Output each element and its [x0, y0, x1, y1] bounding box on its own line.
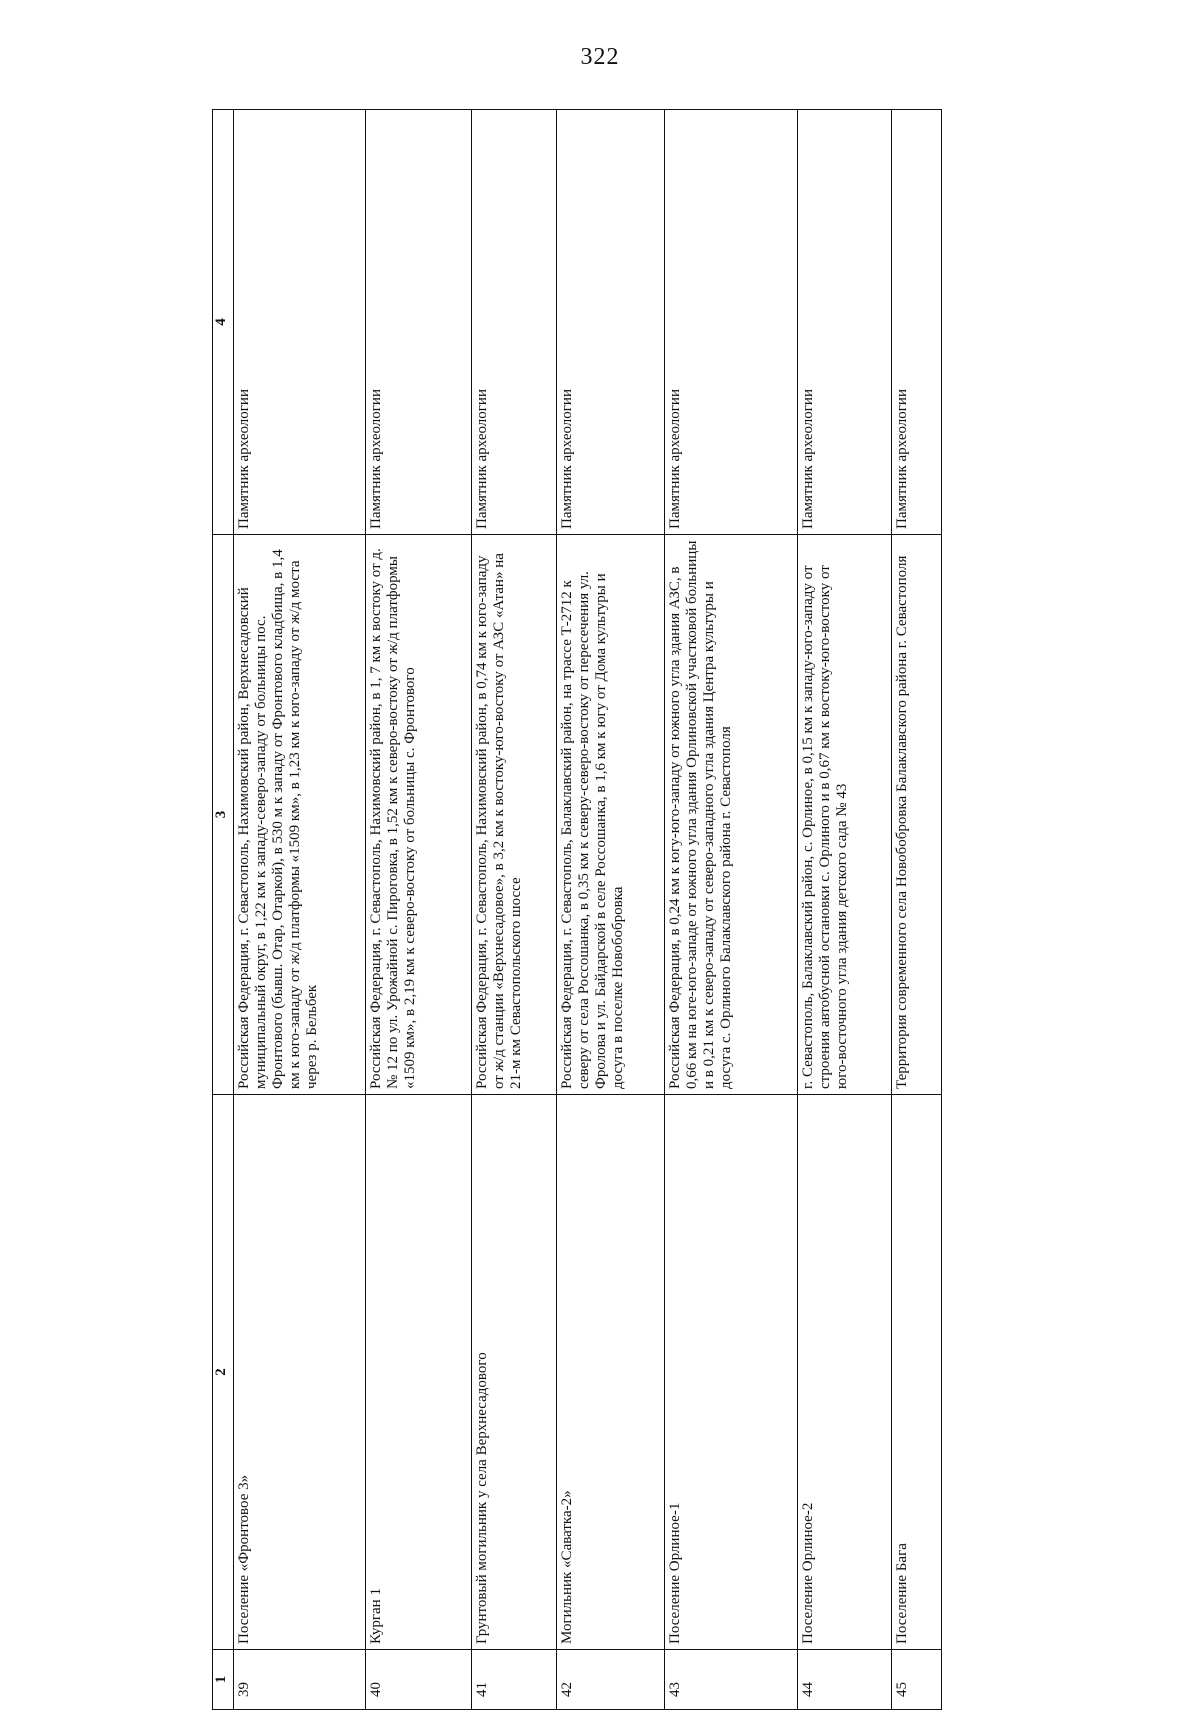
- page-number: 322: [580, 44, 620, 70]
- table-row: [797, 110, 891, 1710]
- category-cell: Памятник археологии: [365, 110, 471, 535]
- category-cell: Памятник археологии: [556, 110, 664, 535]
- column-header-number: 1: [213, 1650, 234, 1710]
- location-cell: Российская Федерация, г. Севастополь, Нахимовский район, Верхнесадовский муниципальный округ, в 1,22 км к западу-северо-западу от больницы пос. Фронтового (бывш. Отар, Отаркой), в 530 м к западу от Фронтового кладбища, в 1,4 км к юго-западу от ж/д платформы «1509 км», в 1,23 км к юго-западу от ж/д моста через р. Бельбек: [234, 535, 366, 1095]
- row-number-cell: 42: [556, 1650, 664, 1710]
- category-cell: Памятник археологии: [664, 110, 797, 535]
- header-row: [213, 110, 234, 1710]
- location-cell: Российская Федерация, г. Севастополь, Нахимовский район, в 0,74 км к юго-западу от ж/д станции «Верхнесадовое», в 3,2 км к востоку-юго-востоку от АЗС «Атан» на 21-м км Севастопольского шоссе: [471, 535, 556, 1095]
- column-header-location: 3: [213, 535, 234, 1095]
- column-header-name: 2: [213, 1095, 234, 1650]
- monument-name-cell: Поселение Бага: [892, 1095, 942, 1650]
- location-cell: Территория современного села Новобобровка Балаклавского района г. Севастополя: [892, 535, 942, 1095]
- category-cell: Памятник археологии: [797, 110, 891, 535]
- category-cell: Памятник археологии: [234, 110, 366, 535]
- location-cell: г. Севастополь, Балаклавский район, с. Орлиное, в 0,15 км к западу-юго-западу от строения автобусной остановки с. Орлиного и в 0,67 км к востоку-юго-востоку от юго-восточного угла здания детского сада № 43: [797, 535, 891, 1095]
- table-row: [471, 110, 556, 1710]
- category-cell: Памятник археологии: [892, 110, 942, 535]
- location-cell: Российская Федерация, г. Севастополь, Нахимовский район, в 1, 7 км к востоку от д. № 12 по ул. Урожайной с. Пироговка, в 1,52 км к северо-востоку от ж/д платформы «1509 км», в 2,19 км к северо-востоку от больницы с. Фронтового: [365, 535, 471, 1095]
- monument-name-cell: Поселение Орлиное-1: [664, 1095, 797, 1650]
- row-number-cell: 40: [365, 1650, 471, 1710]
- table-row: [365, 110, 471, 1710]
- row-number-cell: 45: [892, 1650, 942, 1710]
- monuments-table: [212, 109, 942, 1710]
- table-row: [892, 110, 942, 1710]
- table-row: [556, 110, 664, 1710]
- row-number-cell: 41: [471, 1650, 556, 1710]
- table-row: [664, 110, 797, 1710]
- monument-name-cell: Поселение Орлиное-2: [797, 1095, 891, 1650]
- monument-name-cell: Поселение «Фронтовое 3»: [234, 1095, 366, 1650]
- table-row: [234, 110, 366, 1710]
- monument-name-cell: Курган 1: [365, 1095, 471, 1650]
- row-number-cell: 43: [664, 1650, 797, 1710]
- monument-name-cell: Грунтовый могильник у села Верхнесадового: [471, 1095, 556, 1650]
- location-cell: Российская Федерация, г. Севастополь, Балаклавский район, на трассе Т-2712 к северу от села Россошанка, в 0,35 км к северу-северо-востоку от пересечения ул. Фролова и ул. Байдарской в селе Россошанка, в 1,6 км к югу от Дома культуры и досуга в поселке Новобобровка: [556, 535, 664, 1095]
- row-number-cell: 39: [234, 1650, 366, 1710]
- monuments-table-rotated: [212, 110, 942, 1710]
- category-cell: Памятник археологии: [471, 110, 556, 535]
- monument-name-cell: Могильник «Саватка-2»: [556, 1095, 664, 1650]
- row-number-cell: 44: [797, 1650, 891, 1710]
- location-cell: Российская Федерация, в 0,24 км к югу-юго-западу от южного угла здания АЗС, в 0,66 км на юге-юго-западе от южного угла здания Орлиновской участковой больницы и в 0,21 км к северо-западу от северо-западного угла здания Центра культуры и досуга с. Орлиного Балаклавского района г. Севастополя: [664, 535, 797, 1095]
- column-header-category: 4: [213, 110, 234, 535]
